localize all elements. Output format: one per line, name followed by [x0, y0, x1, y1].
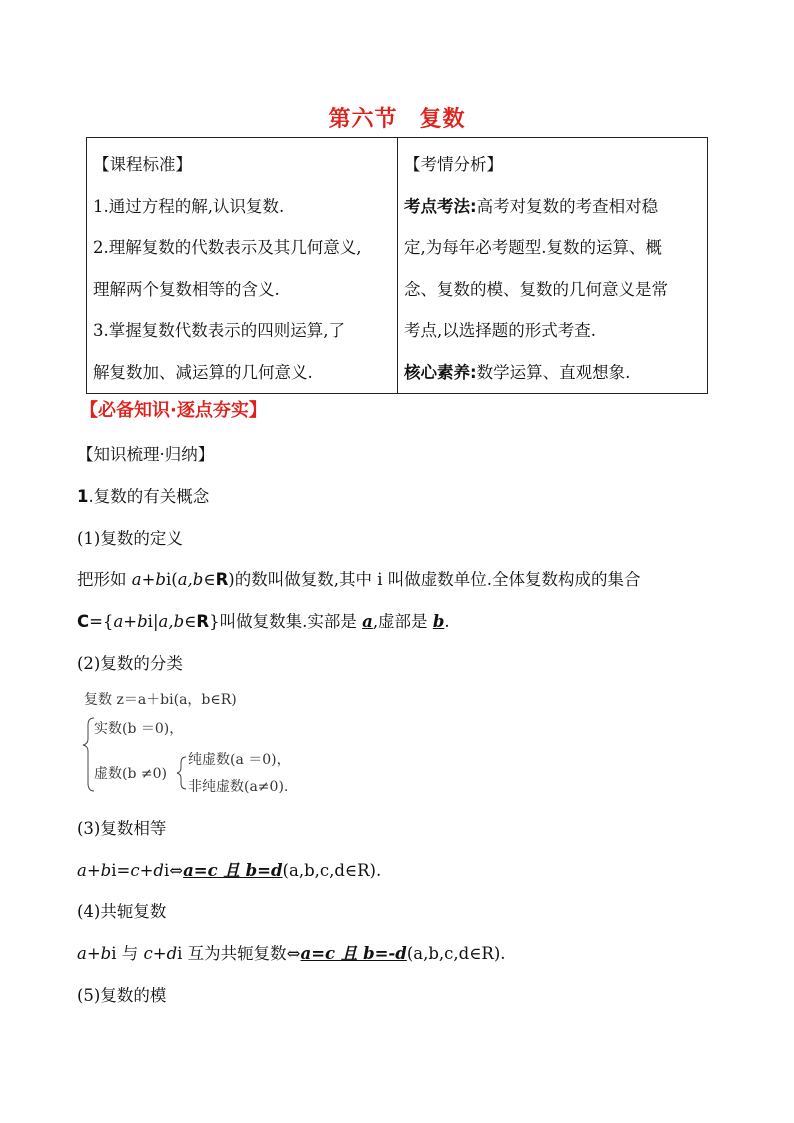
- standard-line-5: 解复数加、减运算的几何意义.: [93, 362, 313, 382]
- formula-pure: 纯虚数(a ＝0)，: [188, 752, 291, 768]
- s4-tail: (a,b,c,d∈R).: [406, 944, 506, 963]
- item-1-text: .复数的有关概念: [88, 487, 210, 506]
- s3-lhs-i: i=: [111, 861, 131, 880]
- s1-l1-R: R: [215, 570, 229, 589]
- s1-definition-line-1: [77, 566, 641, 590]
- s2-title: (2)复数的分类: [77, 654, 183, 673]
- s1-l2-rest: }叫做复数集.实部是: [209, 612, 363, 631]
- s3-tail: (a,b,c,d∈R).: [282, 861, 382, 880]
- s4-rhs: c+d: [143, 944, 178, 963]
- item-1-heading: [77, 483, 209, 507]
- analysis-line-5: [404, 352, 701, 394]
- formula-nonpure: 非纯虚数(a≠0).: [188, 779, 289, 795]
- s4-conjugate-line: [77, 940, 506, 964]
- s1-l2-R: R: [196, 612, 210, 631]
- s3-rhs: c+d: [130, 861, 164, 880]
- s1-l2-in: ∈: [184, 612, 197, 631]
- formula-imag: 虚数(b ≠0): [94, 766, 167, 782]
- analysis-label-2: 核心素养:: [404, 362, 477, 382]
- s3-rhs-i: i⇔: [163, 861, 184, 880]
- s1-l2-ab: a,b: [158, 612, 185, 631]
- analysis-text-5: 数学运算、直观想象.: [476, 362, 631, 382]
- s4-condition-answer: a=c 且 b=-d: [300, 944, 407, 963]
- s1-title: (1)复数的定义: [77, 529, 183, 548]
- standard-line-1: 1.通过方程的解,认识复数.: [93, 196, 285, 216]
- analysis-line-4: 考点,以选择题的形式考查.: [404, 321, 596, 340]
- s1-l1-a: 把形如: [77, 570, 132, 589]
- s4-title: (4)共轭复数: [77, 902, 167, 921]
- exam-analysis-cell: [398, 138, 708, 394]
- exam-analysis-header: 【考情分析】: [404, 155, 503, 174]
- standard-line-3: 理解两个复数相等的含义.: [93, 279, 280, 299]
- s4-lhs: a+b: [77, 944, 112, 963]
- s3-condition-answer: a=c 且 b=d: [183, 861, 283, 880]
- s4-lhs-i: i 与: [111, 944, 144, 963]
- page-title: [0, 102, 794, 133]
- s1-l2-set: ={: [89, 612, 114, 631]
- curriculum-standard-header: 【课程标准】: [93, 155, 192, 174]
- s1-imag-part-answer: b: [432, 612, 445, 631]
- analysis-label-1: 考点考法:: [404, 196, 477, 216]
- standards-table: [86, 137, 708, 394]
- analysis-line-2: 定,为每年必考题型.复数的运算、概: [404, 238, 662, 257]
- s1-l1-expr: a+b: [131, 570, 166, 589]
- s1-l1-rest: )的数叫做复数,其中 i 叫做虚数单位.全体复数构成的集合: [228, 570, 641, 589]
- s3-lhs: a+b: [77, 861, 112, 880]
- s5-title: (5)复数的模: [77, 986, 167, 1005]
- s1-real-part-answer: a: [362, 612, 373, 631]
- s1-l1-in: ∈: [203, 570, 216, 589]
- s1-l2-C: C: [77, 612, 90, 631]
- analysis-text-1: 高考对复数的考查相对稳: [476, 196, 659, 216]
- curriculum-standard-cell: [87, 138, 398, 394]
- formula-head: 复数 z＝a＋bi(a，b∈R): [84, 692, 237, 708]
- s1-l2-mid: ,虚部是: [372, 612, 433, 631]
- title-section: 第六节: [328, 107, 398, 132]
- s1-l2-end: .: [444, 612, 450, 631]
- analysis-line-1: [404, 186, 701, 228]
- s1-l1-i: i(: [165, 570, 178, 589]
- s1-l2-i: i|: [147, 612, 159, 631]
- section-heading: 【必备知识·逐点夯实】: [80, 400, 267, 421]
- s3-title: (3)复数相等: [77, 819, 167, 838]
- s1-definition-line-2: [77, 608, 450, 632]
- formula-real: 实数(b ＝0)，: [94, 721, 184, 737]
- standard-line-4: 3.掌握复数代数表示的四则运算,了: [93, 321, 345, 340]
- s1-l1-ab: a,b: [177, 570, 204, 589]
- analysis-line-3: 念、复数的模、复数的几何意义是常: [404, 279, 668, 299]
- s4-rhs-i: i 互为共轭复数⇔: [177, 944, 301, 963]
- s3-equality-line: [77, 857, 381, 881]
- standard-line-2: 2.理解复数的代数表示及其几何意义,: [93, 238, 362, 257]
- classification-formula: [80, 687, 400, 797]
- s1-l2-expr: a+b: [113, 612, 148, 631]
- sub-heading: 【知识梳理·归纳】: [77, 445, 215, 464]
- title-topic: 复数: [419, 107, 466, 132]
- item-1-number: 1: [77, 487, 89, 506]
